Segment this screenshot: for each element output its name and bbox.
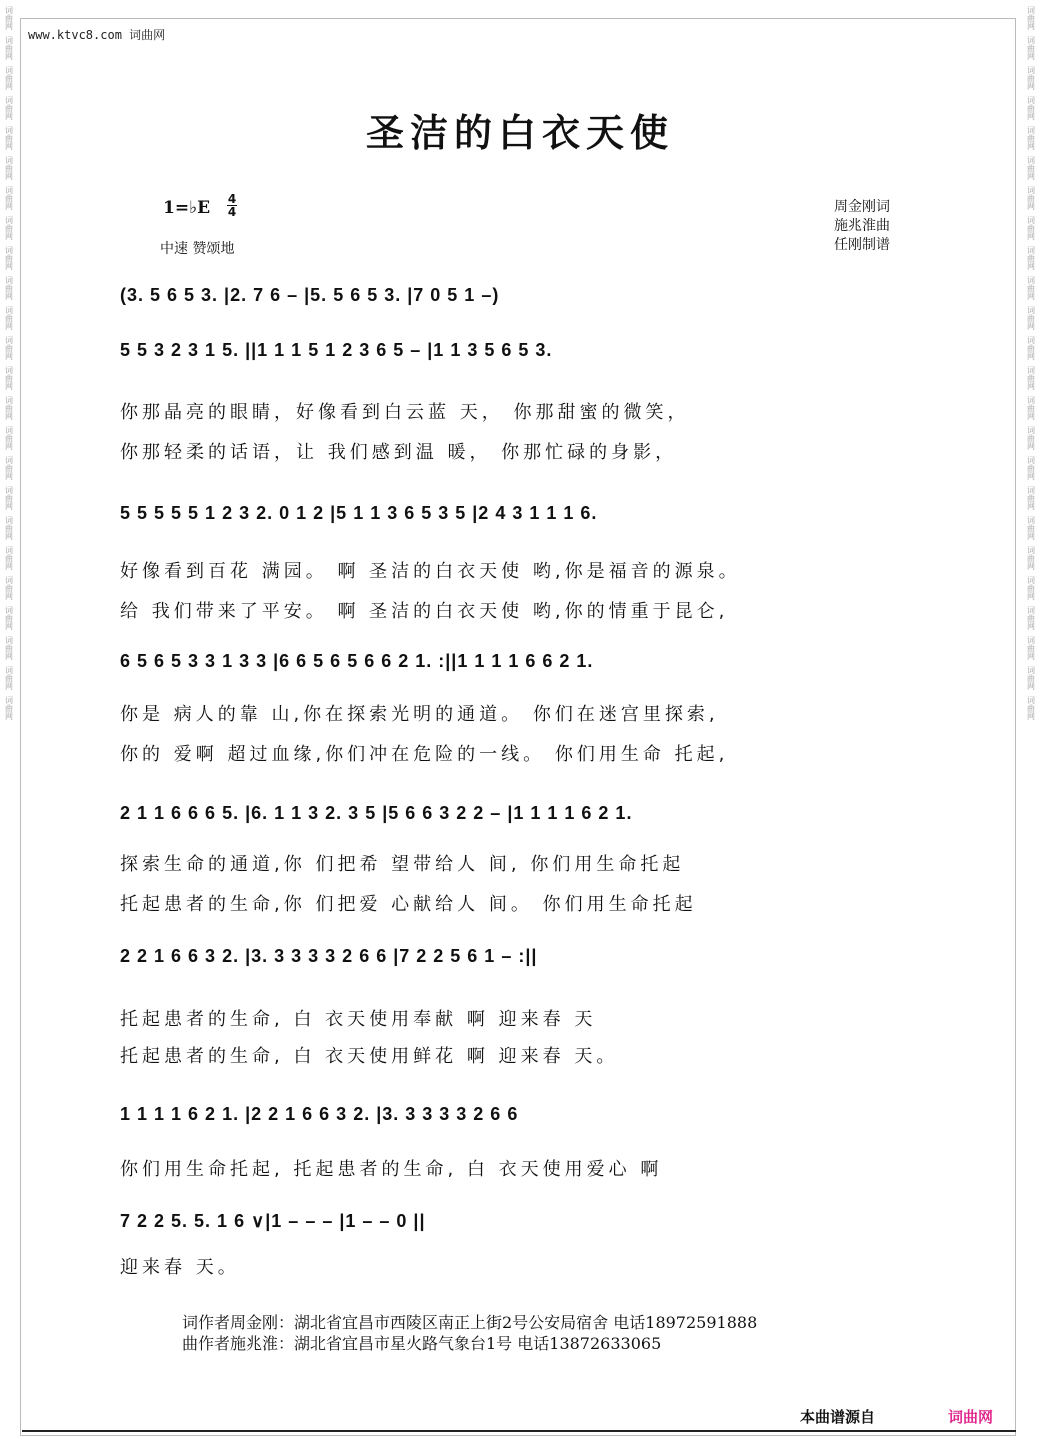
- watermark-text: 词曲网: [4, 126, 14, 150]
- watermark-text: 词曲网: [1026, 156, 1036, 180]
- watermark-text: 词曲网: [1026, 366, 1036, 390]
- source-site-link[interactable]: 词曲网: [948, 1408, 994, 1426]
- watermark-text: 词曲网: [4, 666, 14, 690]
- author-info: [182, 1312, 757, 1354]
- watermark-text: 词曲网: [4, 606, 14, 630]
- watermark-text: 词曲网: [4, 696, 14, 720]
- lyrics-line-8: 迎来春 天。: [120, 1257, 240, 1278]
- meter-top: 4: [227, 192, 237, 206]
- watermark-text: 词曲网: [1026, 666, 1036, 690]
- header-url[interactable]: www.ktvc8.com 词曲网: [28, 28, 166, 42]
- watermark-text: 词曲网: [1026, 516, 1036, 540]
- watermark-text: 词曲网: [1026, 696, 1036, 720]
- watermark-text: 词曲网: [4, 516, 14, 540]
- watermark-text: 词曲网: [1026, 426, 1036, 450]
- notation-line-1: (3. 5 6 5 3. |2. 7 6 – |5. 5 6 5 3. |7 0 5 1 –): [120, 285, 500, 305]
- watermark-text: 词曲网: [4, 66, 14, 90]
- lyrics-line-2b: 你那轻柔的话语，让 我们感到温 暖， 你那忙碌的身影，: [120, 442, 678, 463]
- notation-line-8: 7 2 2 5. 5. 1 6 ∨|1 – – – |1 – – 0 ||: [120, 1211, 426, 1231]
- watermark-text: 词曲网: [4, 336, 14, 360]
- lyrics-line-5a: 探索生命的通道,你 们把希 望带给人 间, 你们用生命托起: [120, 854, 685, 875]
- left-watermark-strip: [2, 0, 16, 1453]
- watermark-text: 词曲网: [1026, 456, 1036, 480]
- watermark-text: 词曲网: [4, 486, 14, 510]
- watermark-text: 词曲网: [1026, 6, 1036, 30]
- right-watermark-strip: [1024, 0, 1038, 1453]
- watermark-text: 词曲网: [4, 216, 14, 240]
- watermark-text: 词曲网: [1026, 546, 1036, 570]
- notation-line-4: 6 5 6 5 3 3 1 3 3 |6 6 5 6 5 6 6 2 1. :||1 1 1 1 6 6 2 1.: [120, 651, 594, 671]
- watermark-text: 词曲网: [1026, 636, 1036, 660]
- lyricist-info: 词作者周金刚：湖北省宜昌市西陵区南正上街2号公安局宿舍 电话18972591888: [182, 1313, 758, 1332]
- lyrics-line-7: 你们用生命托起, 托起患者的生命, 白 衣天使用爱心 啊: [120, 1159, 663, 1180]
- lyrics-line-6b: 托起患者的生命, 白 衣天使用鲜花 啊 迎来春 天。: [120, 1046, 619, 1067]
- watermark-text: 词曲网: [1026, 606, 1036, 630]
- watermark-text: 词曲网: [1026, 96, 1036, 120]
- meter-bottom: 4: [227, 205, 237, 219]
- lyrics-line-3a: 好像看到百花 满园。 啊 圣洁的白衣天使 哟,你是福音的源泉。: [120, 561, 741, 582]
- source-label: 本曲谱源自: [800, 1408, 876, 1426]
- watermark-text: 词曲网: [1026, 36, 1036, 60]
- time-signature: [227, 193, 237, 218]
- watermark-text: 词曲网: [1026, 216, 1036, 240]
- watermark-text: 词曲网: [4, 456, 14, 480]
- song-title: 圣洁的白衣天使: [365, 110, 674, 155]
- watermark-text: 词曲网: [4, 426, 14, 450]
- watermark-text: 词曲网: [1026, 306, 1036, 330]
- watermark-text: 词曲网: [1026, 276, 1036, 300]
- watermark-text: 词曲网: [4, 636, 14, 660]
- watermark-text: 词曲网: [1026, 396, 1036, 420]
- lyrics-line-4a: 你是 病人的靠 山,你在探索光明的通道。 你们在迷宫里探索,: [120, 704, 719, 725]
- watermark-text: 词曲网: [1026, 186, 1036, 210]
- lyrics-line-5b: 托起患者的生命,你 们把爱 心献给人 间。 你们用生命托起: [120, 894, 697, 915]
- notation-line-7: 1 1 1 1 6 2 1. |2 2 1 6 6 3 2. |3. 3 3 3 3 2 6 6: [120, 1104, 519, 1124]
- watermark-text: 词曲网: [4, 366, 14, 390]
- lyricist-credit: 周金刚词: [834, 199, 890, 215]
- lyrics-line-6a: 托起患者的生命, 白 衣天使用奉献 啊 迎来春 天: [120, 1009, 597, 1030]
- watermark-text: 词曲网: [4, 306, 14, 330]
- watermark-text: 词曲网: [1026, 336, 1036, 360]
- watermark-text: 词曲网: [1026, 576, 1036, 600]
- notation-line-3: 5 5 5 5 5 1 2 3 2. 0 1 2 |5 1 1 3 6 5 3 5 |2 4 3 1 1 1 6.: [120, 503, 598, 523]
- lyrics-line-2a: 你那晶亮的眼睛，好像看到白云蓝 天， 你那甜蜜的微笑，: [120, 402, 690, 423]
- notation-line-2: 5 5 3 2 3 1 5. ||1 1 1 5 1 2 3 6 5 – |1 1 3 5 6 5 3.: [120, 340, 553, 360]
- engraver-credit: 任刚制谱: [834, 237, 890, 253]
- bottom-rule: [22, 1430, 1016, 1432]
- watermark-text: 词曲网: [1026, 486, 1036, 510]
- watermark-text: 词曲网: [4, 276, 14, 300]
- watermark-text: 词曲网: [4, 396, 14, 420]
- tempo-marking: 中速 赞颂地: [160, 241, 235, 257]
- watermark-text: 词曲网: [1026, 66, 1036, 90]
- key-signature: 1=♭E: [163, 198, 211, 218]
- lyrics-line-3b: 给 我们带来了平安。 啊 圣洁的白衣天使 哟,你的情重于昆仑,: [120, 601, 729, 622]
- notation-line-5: 2 1 1 6 6 6 5. |6. 1 1 3 2. 3 5 |5 6 6 3 2 2 – |1 1 1 1 6 2 1.: [120, 803, 633, 823]
- watermark-text: 词曲网: [4, 156, 14, 180]
- watermark-text: 词曲网: [4, 36, 14, 60]
- watermark-text: 词曲网: [1026, 246, 1036, 270]
- credits: [834, 198, 890, 255]
- watermark-text: 词曲网: [4, 546, 14, 570]
- watermark-text: 词曲网: [4, 186, 14, 210]
- lyrics-line-4b: 你的 爱啊 超过血缘,你们冲在危险的一线。 你们用生命 托起,: [120, 744, 729, 765]
- watermark-text: 词曲网: [1026, 126, 1036, 150]
- composer-credit: 施兆淮曲: [834, 218, 890, 234]
- watermark-text: 词曲网: [4, 6, 14, 30]
- watermark-text: 词曲网: [4, 576, 14, 600]
- watermark-text: 词曲网: [4, 96, 14, 120]
- watermark-text: 词曲网: [4, 246, 14, 270]
- composer-info: 曲作者施兆淮：湖北省宜昌市星火路气象台1号 电话13872633065: [182, 1334, 662, 1353]
- notation-line-6: 2 2 1 6 6 3 2. |3. 3 3 3 3 2 6 6 |7 2 2 5 6 1 – :||: [120, 946, 538, 966]
